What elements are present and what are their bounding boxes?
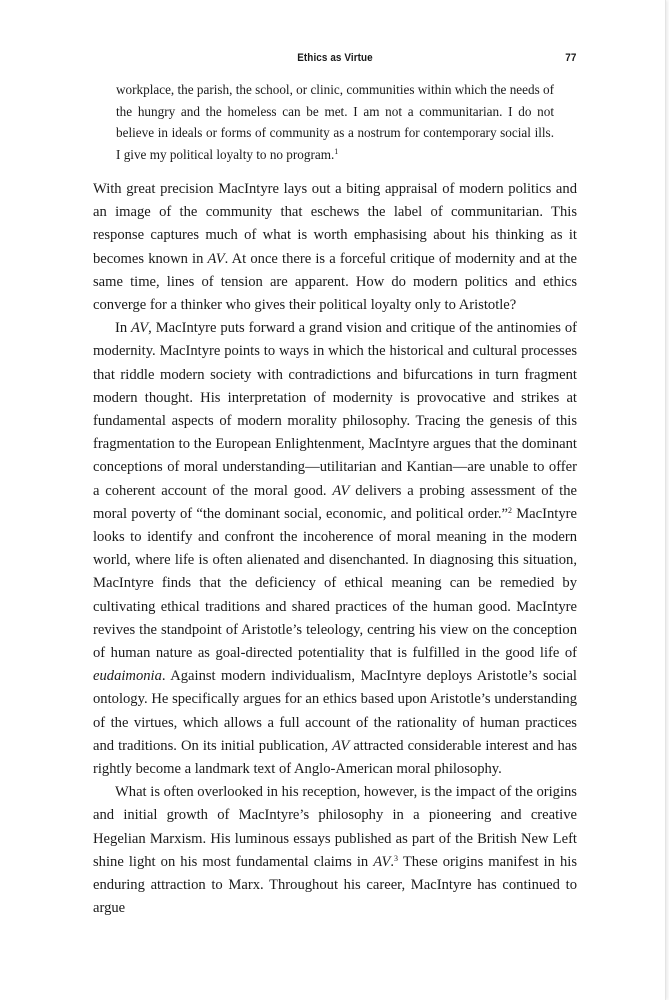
footnote-ref-3: 3 <box>394 853 399 863</box>
paragraph-3-text-c: These origins manifest in his enduring attraction to Marx. Throughout his career, MacIntyre has continued to argue <box>93 853 577 917</box>
body-text <box>93 178 577 921</box>
av-italic: AV <box>373 853 391 870</box>
av-italic: AV <box>131 320 149 337</box>
paragraph-2 <box>93 317 577 781</box>
paragraph-2-text-b: delivers a probing assessment of the moral poverty of “the dominant social, economic, and political order.” <box>93 482 577 522</box>
paragraph-2-lead: In <box>115 320 132 337</box>
block-quote <box>116 79 554 165</box>
av-italic: AV <box>332 482 350 499</box>
paragraph-1 <box>93 178 577 317</box>
block-quote-text: workplace, the parish, the school, or clinic, communities within which the needs of the hungry and the homeless can be met. I am not a communitarian. I do not believe in ideals or forms of community as a nostrum for contemporary social ills. I give my political loyalty to no program. <box>116 82 555 162</box>
paragraph-2-text-d: . Against modern individualism, MacIntyre deploys Aristotle’s social ontology. He specifically argues for an ethics based upon Aristotle’s understanding of the virtues, which allows a full account of the rationality of human practices and traditions. On its initial publication, <box>93 668 577 754</box>
running-head <box>93 52 577 70</box>
paragraph-3 <box>93 781 577 920</box>
footnote-ref-1: 1 <box>334 146 339 156</box>
paragraph-3-text-a: What is often overlooked in his reception, however, is the impact of the origins and initial growth of MacIntyre’s philosophy in a pioneering and creative Hegelian Marxism. His luminous essays published as part of the British New Left shine light on his most fundamental claims in <box>93 784 577 870</box>
paragraph-2-text-c: MacIntyre looks to identify and confront the incoherence of moral meaning in the modern world, where life is often alienated and disenchanted. In diagnosing this situation, MacIntyre finds that the deficiency of ethical meaning can be remedied by cultivating ethical traditions and shared practices of the human good. MacIntyre revives the standpoint of Aristotle’s teleology, centring his view on the conception of human nature as goal-directed potentiality that is fulfilled in the good life of <box>93 505 577 662</box>
av-italic: AV <box>207 250 225 267</box>
av-italic: AV <box>332 737 350 754</box>
running-head-title: Ethics as Virtue <box>297 52 373 64</box>
paragraph-1-text: With great precision MacIntyre lays out a biting appraisal of modern politics and an image of the community that eschews the label of communitarian. This response captures much of what is worth emphasising about his thinking as it becomes known in <box>93 181 577 267</box>
eudaimonia-italic: eudaimonia <box>93 668 162 685</box>
footnote-ref-2: 2 <box>508 505 513 515</box>
paragraph-3-text-b: . <box>390 853 395 870</box>
paragraph-2-text-e: attracted considerable interest and has rightly become a landmark text of Anglo-American moral philosophy. <box>93 737 577 778</box>
paragraph-1-text-2: . At once there is a forceful critique of modernity and at the same time, lines of tension are apparent. How do modern politics and ethics converge for a thinker who gives their political loyalty only to Aristotle? <box>93 250 577 314</box>
page-number: 77 <box>564 52 576 64</box>
paragraph-2-text-a: , MacIntyre puts forward a grand vision and critique of the antinomies of modernity. MacIntyre points to ways in which the historical and cultural processes that riddle modern society with contradictions and bifurcations in turn fragment modern thought. His interpretation of modernity is provocative and strikes at fundamental aspects of modern morality philosophy. Tracing the genesis of this fragmentation to the European Enlightenment, MacIntyre argues that the dominant conceptions of moral understanding—utilitarian and Kantian—are unable to offer a coherent account of the moral good. <box>93 320 577 499</box>
